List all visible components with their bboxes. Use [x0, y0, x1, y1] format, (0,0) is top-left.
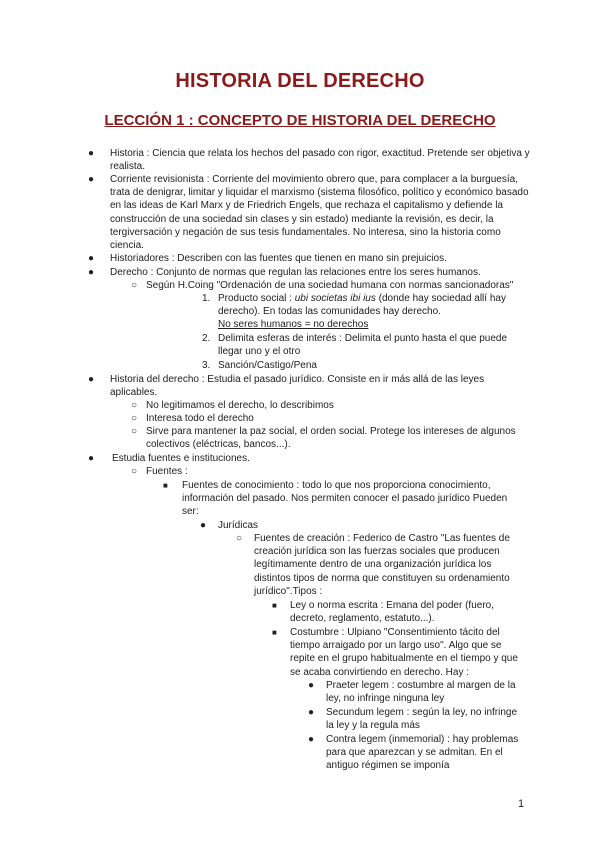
item-no-legitimamos: No legitimamos el derecho, lo describimos	[146, 400, 334, 411]
bullet-circle: ○	[131, 426, 138, 437]
bullet-disc: ●	[308, 734, 315, 745]
item-costumbre: Costumbre : Ulpiano "Consentimiento tácito del tiempo arraigado por un largo uso". Algo que se repite en el grupo habitualmente en el tiempo y que se acaba convirtiendo en derecho. Hay :	[290, 627, 518, 678]
list-number: 2.	[202, 333, 211, 344]
item-fuentes: Fuentes :	[146, 466, 188, 477]
item-esferas: Delimita esferas de interés : Delimita el punto hasta el que puede llegar uno y el otro	[218, 333, 508, 358]
item-praeter: Praeter legem : costumbre al margen de la ley, no infringe ninguna ley	[326, 680, 516, 705]
bullet-disc: ●	[88, 267, 95, 278]
bullet-circle: ○	[236, 533, 243, 544]
bullet-disc: ●	[88, 174, 95, 185]
bullet-disc: ●	[308, 680, 315, 691]
item-ley: Ley o norma escrita : Emana del poder (fuero, decreto, reglamento, estatuto...).	[290, 600, 494, 625]
bullet-circle: ○	[131, 400, 138, 411]
latin-phrase: ubi societas ibi ius	[294, 293, 376, 304]
bullet-circle: ○	[131, 466, 138, 477]
item-historiadores: Historiadores : Describen con las fuentes que tienen en mano sin prejuicios.	[110, 253, 447, 264]
bullet-disc: ●	[200, 520, 207, 531]
bullet-disc: ●	[88, 453, 95, 464]
list-number: 3.	[202, 360, 211, 371]
bullet-disc: ●	[88, 253, 95, 264]
item-estudia: Estudia fuentes e instituciones.	[112, 453, 250, 464]
document-title: HISTORIA DEL DERECHO	[175, 70, 425, 92]
bullet-square: ■	[163, 481, 168, 490]
item-coing: Según H.Coing "Ordenación de una sociedad humana con normas sancionadoras"	[146, 280, 514, 291]
item-secundum: Secundum legem : según la ley, no infringe la ley y la regula más	[326, 707, 518, 732]
item-contra: Contra legem (inmemorial) : hay problemas para que aparezcan y se admitan. En el antiguo régimen se imponía	[326, 734, 519, 772]
page-number: 1	[518, 798, 525, 810]
item-historia: Historia : Ciencia que relata los hechos del pasado con rigor, exactitud. Pretende ser objetiva y realista.	[110, 148, 530, 173]
item-creacion: Fuentes de creación : Federico de Castro "Las fuentes de creación jurídica son las fuerzas sociales que producen legítimamente dentro de una organización jurídica los distintos tipos de norma que constituyen su ordenamiento jurídico".Tipos :	[254, 533, 510, 597]
bullet-disc: ●	[308, 707, 315, 718]
item-juridicas: Jurídicas	[218, 520, 259, 531]
bullet-disc: ●	[88, 148, 95, 159]
item-revisionista: Corriente revisionista : Corriente del movimiento obrero que, para complacer a la burguesía, trata de denigrar, limitar y liquidar el marxismo (sistema filosófico, político y económico basado en las ideas de Karl Marx y de Friedrich Engels, que rechaza el capitalismo y defiende la construcción de una sociedad sin clases y sin estado) mediante la revisión, es decir, la tergiversación y negación de sus tesis fundamentales. No interesa, sino la historia como ciencia.	[110, 174, 529, 252]
bullet-circle: ○	[131, 280, 138, 291]
item-sirve: Sirve para mantener la paz social, el orden social. Protege los intereses de algunos colectivos (eléctricas, bancos...).	[146, 426, 516, 451]
lesson-title: LECCIÓN 1 : CONCEPTO DE HISTORIA DEL DERECHO	[104, 112, 496, 129]
item-conocimiento: Fuentes de conocimiento : todo lo que nos proporciona conocimiento, información del pasado. Nos permiten conocer el pasado jurídico Pueden ser:	[182, 480, 508, 518]
producto-social-text: (donde hay sociedad allí hay derecho). En todas las comunidades hay derecho.	[218, 293, 506, 318]
underlined-note: No seres humanos = no derechos	[218, 319, 369, 331]
bullet-circle: ○	[131, 413, 138, 424]
producto-social-label: Producto social :	[218, 293, 295, 304]
item-derecho: Derecho : Conjunto de normas que regulan las relaciones entre los seres humanos.	[110, 267, 481, 278]
item-producto-social	[218, 292, 518, 332]
item-sancion: Sanción/Castigo/Pena	[218, 360, 317, 371]
bullet-square: ■	[272, 601, 277, 610]
bullet-square: ■	[272, 628, 277, 637]
item-historia-derecho: Historia del derecho : Estudia el pasado jurídico. Consiste en ir más allá de las leyes aplicables.	[110, 374, 485, 399]
item-interesa: Interesa todo el derecho	[146, 413, 254, 424]
list-number: 1.	[202, 293, 211, 304]
bullet-disc: ●	[88, 374, 95, 385]
